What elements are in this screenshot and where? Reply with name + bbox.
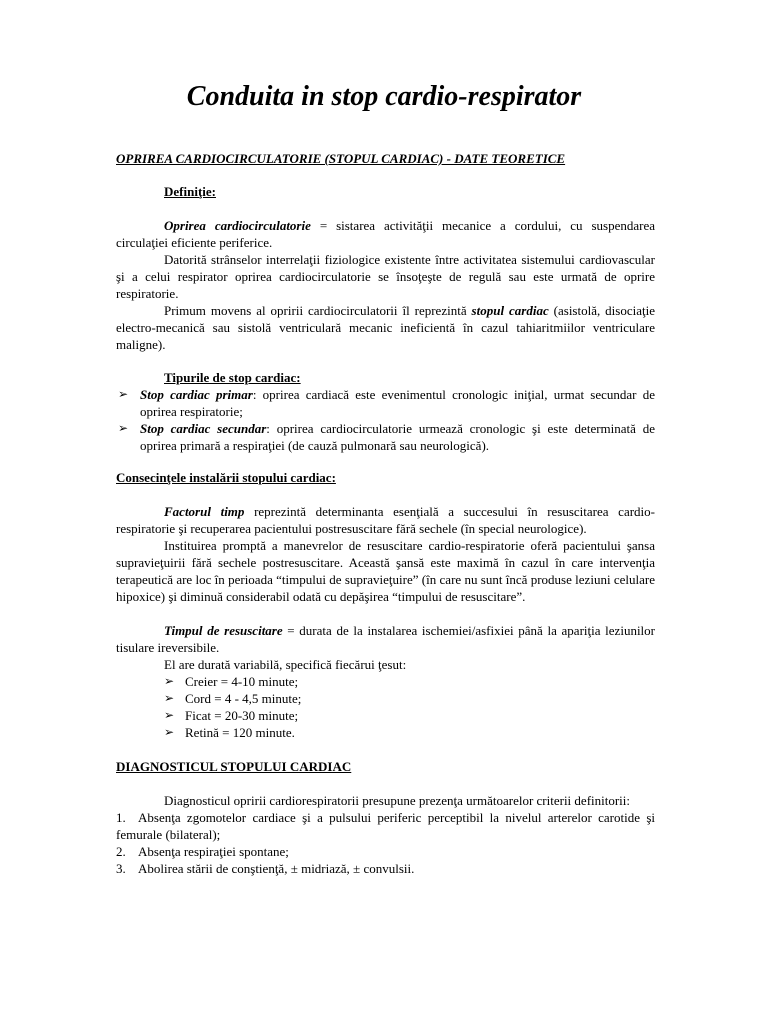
list-item [116,860,655,877]
list-item [116,420,655,454]
criterion-number: 2. [116,844,126,859]
arrow-bullet-icon: ➢ [164,708,175,722]
diagnosis-intro: Diagnosticul opririi cardiorespiratorii presupune prezenţa următoarelor criterii definitorii: [164,793,631,808]
arrow-bullet-icon: ➢ [118,387,129,401]
list-item [164,673,655,690]
type-term: Stop cardiac secundar [140,421,267,436]
definition-paragraph [116,217,655,251]
section-title [116,150,655,167]
type-term: Stop cardiac primar [140,387,253,402]
document-body [116,150,655,877]
criterion-number: 1. [116,810,126,825]
prompt-resuscitation-paragraph: Instituirea promptă a manevrelor de resuscitare cardio-respiratorie oferă pacientului şansa supravieţuirii fără sechele postresuscitare. Această şansă este maximă în cazul în care intervenţia terapeutică are loc în perioada “timpului de supravieţuire” (în care nu sunt încă produse leziuni celulare hipoxice) şi diminuă considerabil odată cu depăşirea “timpului de resuscitare”. [116,538,655,604]
primum-movens-text-a: Primum movens al opririi cardiocirculatorii îl reprezintă [164,303,472,318]
diagnosis-heading [116,758,655,775]
interrelation-paragraph: Datorită strânselor interrelaţii fiziologice existente între activitatea sistemului cardiovascular şi a celui respirator oprirea cardiocirculatorie se însoţeşte de regulă sau este urmată de oprire respiratorie. [116,252,655,301]
types-heading-text: Tipurile de stop cardiac: [164,370,301,385]
definition-term: Oprirea cardiocirculatorie [164,218,311,233]
arrow-bullet-icon: ➢ [164,691,175,705]
primum-movens-text-b: (asistolă, disociaţie electro-mecanică sau sistolă ventriculară mecanic ineficientă în cazul tahiaritmiilor ventriculare maligne). [116,303,656,352]
criterion-number: 3. [116,861,126,876]
primum-movens-term: stopul cardiac [471,303,549,318]
definition-heading-text: Definiţie: [164,184,216,199]
tissue-item: Creier = 4-10 minute; [185,674,299,689]
list-item [116,843,655,860]
resuscitation-time-text: = durata de la instalarea ischemiei/asfixiei până la apariţia leziunilor tisulare ireversibile. [116,623,655,655]
definition-heading [116,183,655,200]
tissue-item: Ficat = 20-30 minute; [185,708,299,723]
time-factor-term: Factorul timp [164,504,245,519]
tissue-item: Cord = 4 - 4,5 minute; [185,691,302,706]
type-text: : oprirea cardiocirculatorie urmează cronologic şi este determinată de oprirea primară a respiraţiei (de cauză pulmonară sau neurologică). [140,421,655,453]
list-item [164,724,655,741]
list-item [164,690,655,707]
time-factor-text: reprezintă determinanta esenţială a succesului în resuscitarea cardio-respiratorie şi recuperarea pacientului postresuscitare fără sechele (în special neurologice). [116,504,655,536]
types-heading [116,369,655,386]
resuscitation-time-term: Timpul de resuscitare [164,623,283,638]
tissue-list [116,673,655,741]
criterion-text: Abolirea stării de conştienţă, ± midriază, ± convulsii. [138,861,415,876]
arrow-bullet-icon: ➢ [164,674,175,688]
consequences-heading [116,469,655,486]
list-item [116,386,655,420]
list-item [116,809,655,843]
time-factor-paragraph [116,503,655,537]
types-list [116,386,655,454]
variable-duration-paragraph: El are durată variabilă, specifică fiecărui ţesut: [164,657,407,672]
diagnosis-heading-text: DIAGNOSTICUL STOPULUI CARDIAC [116,759,352,774]
arrow-bullet-icon: ➢ [164,725,175,739]
page-title: Conduita in stop cardio-respirator [186,81,582,112]
tissue-item: Retină = 120 minute. [185,725,295,740]
consequences-heading-text: Consecinţele instalării stopului cardiac: [116,470,336,485]
criterion-text: Absenţa respiraţiei spontane; [138,844,289,859]
criterion-text: Absenţa zgomotelor cardiace şi a pulsului periferic perceptibil la nivelul arterelor carotide şi femurale (bilateral); [116,810,655,842]
type-text: : oprirea cardiacă este evenimentul cronologic iniţial, urmat secundar de oprirea respiratorie; [140,387,655,419]
definition-text: = sistarea activităţii mecanice a cordului, cu suspendarea circulaţiei eficiente periferice. [116,218,655,250]
section-title-text: OPRIREA CARDIOCIRCULATORIE (STOPUL CARDIAC) - DATE TEORETICE [116,151,566,166]
list-item [164,707,655,724]
primum-movens-paragraph [116,302,655,353]
resuscitation-time-paragraph [116,622,655,656]
arrow-bullet-icon: ➢ [118,421,129,435]
criteria-list [116,809,655,877]
